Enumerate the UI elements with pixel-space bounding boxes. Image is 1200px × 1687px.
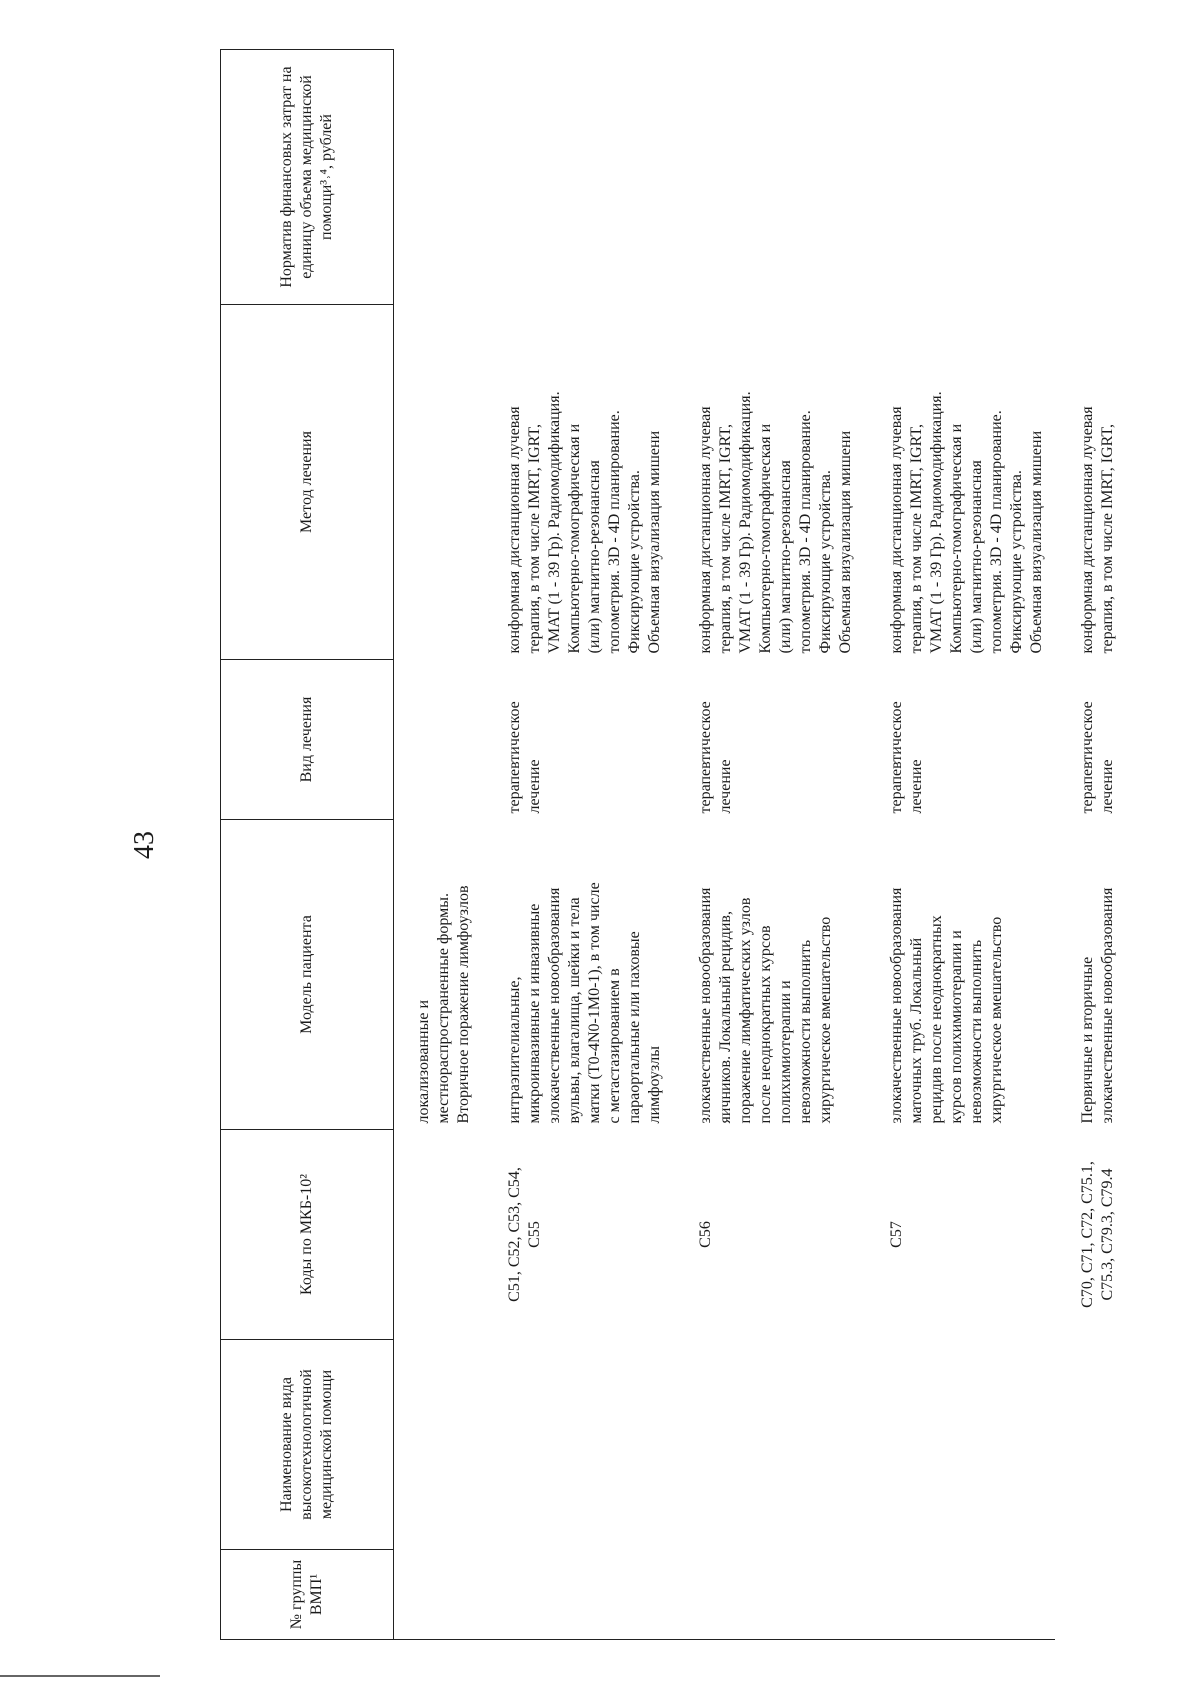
table-left-border — [220, 1639, 1055, 1640]
cell-codes: C70, C71, C72, C75.1, C75.3, C79.3, C79.4 — [1079, 1161, 1116, 1308]
cell-method: конформная дистанционная лучевая терапия, в том числе IMRT, IGRT, VMAT (1 - 39 Гр). Радиомодификация. Компьютерно-томографическая и (или) магнитно-резонансная топометрия. 3D - 4D планирование. Фиксирующие устройства. Объемная визуализация мишени — [888, 391, 1045, 654]
cell-codes: C51, C52, C53, C54, C55 — [506, 1167, 543, 1302]
cell-method — [394, 305, 478, 660]
cell-name — [477, 1340, 668, 1550]
cell-model: Первичные и вторичные злокачественные новообразования — [1079, 887, 1116, 1124]
cell-name — [859, 1340, 1050, 1550]
cell-name — [394, 1340, 478, 1550]
scan-edge-line — [0, 1675, 160, 1677]
cell-group — [1050, 1550, 1121, 1640]
cell-norm — [1050, 50, 1121, 305]
cell-group — [859, 1550, 1050, 1640]
rotated-page — [125, 50, 1116, 1640]
header-model: Модель пациента — [221, 820, 394, 1130]
cell-model: локализованные и местнораспространенные формы. Вторичное поражение лимфоузлов — [415, 885, 472, 1124]
cell-codes: C56 — [697, 1221, 714, 1248]
cell-method: конформная дистанционная лучевая терапия, в том числе IMRT, IGRT, — [1079, 406, 1116, 654]
page-number: 43 — [129, 831, 160, 859]
header-type: Вид лечения — [221, 660, 394, 820]
table-row — [1050, 50, 1121, 1640]
table-header-row — [221, 50, 394, 1640]
table-row — [859, 50, 1050, 1640]
cell-group — [394, 1550, 478, 1640]
table-row — [668, 50, 859, 1640]
cell-method: конформная дистанционная лучевая терапия, в том числе IMRT, IGRT, VMAT (1 - 39 Гр). Радиомодификация. Компьютерно-томографическая и (или) магнитно-резонансная топометрия. 3D - 4D планирование. Фиксирующие устройства. Объемная визуализация мишени — [506, 391, 663, 654]
cell-norm — [477, 50, 668, 305]
cell-group — [668, 1550, 859, 1640]
cell-codes — [394, 1130, 478, 1340]
cell-norm — [859, 50, 1050, 305]
cell-type: терапевтическое лечение — [506, 701, 543, 814]
cell-model: злокачественные новообразования яичников. Локальный рецидив, поражение лимфатических узлов после неоднократных курсов полихимиотерапии и невозможности выполнить хирургическое вмешательство — [697, 887, 834, 1124]
cell-norm — [394, 50, 478, 305]
cell-group — [477, 1550, 668, 1640]
cell-type — [394, 660, 478, 820]
cell-model: злокачественные новообразования маточных труб. Локальный рецидив после неоднократных курсов полихимиотерапии и невозможности выполнить хирургическое вмешательство — [888, 887, 1005, 1124]
cell-model: интраэпителиальные, микроинвазивные и инвазивные злокачественные новообразования вульвы, влагалища, шейки и тела матки (T0-4N0-1M0-1), в том числе с метастазированием в параортальные или паховые лимфоузлы — [506, 882, 663, 1124]
cell-name — [1050, 1340, 1121, 1550]
header-group: № группы ВМП¹ — [221, 1550, 394, 1640]
cell-method: конформная дистанционная лучевая терапия, в том числе IMRT, IGRT, VMAT (1 - 39 Гр). Радиомодификация. Компьютерно-томографическая и (или) магнитно-резонансная топометрия. 3D - 4D планирование. Фиксирующие устройства. Объемная визуализация мишени — [697, 391, 854, 654]
header-name: Наименование вида высокотехнологичной медицинской помощи — [221, 1340, 394, 1550]
header-method: Метод лечения — [221, 305, 394, 660]
table-row — [394, 50, 478, 1640]
cell-type: терапевтическое лечение — [1079, 701, 1116, 814]
header-norm: Норматив финансовых затрат на единицу объема медицинской помощи³˒⁴, рублей — [221, 50, 394, 305]
cell-name — [668, 1340, 859, 1550]
table-row — [477, 50, 668, 1640]
cell-type: терапевтическое лечение — [888, 701, 925, 814]
cell-type: терапевтическое лечение — [697, 701, 734, 814]
cell-norm — [668, 50, 859, 305]
cell-codes: C57 — [888, 1221, 905, 1248]
treatment-table — [220, 49, 1121, 1640]
header-codes: Коды по МКБ-10² — [221, 1130, 394, 1340]
